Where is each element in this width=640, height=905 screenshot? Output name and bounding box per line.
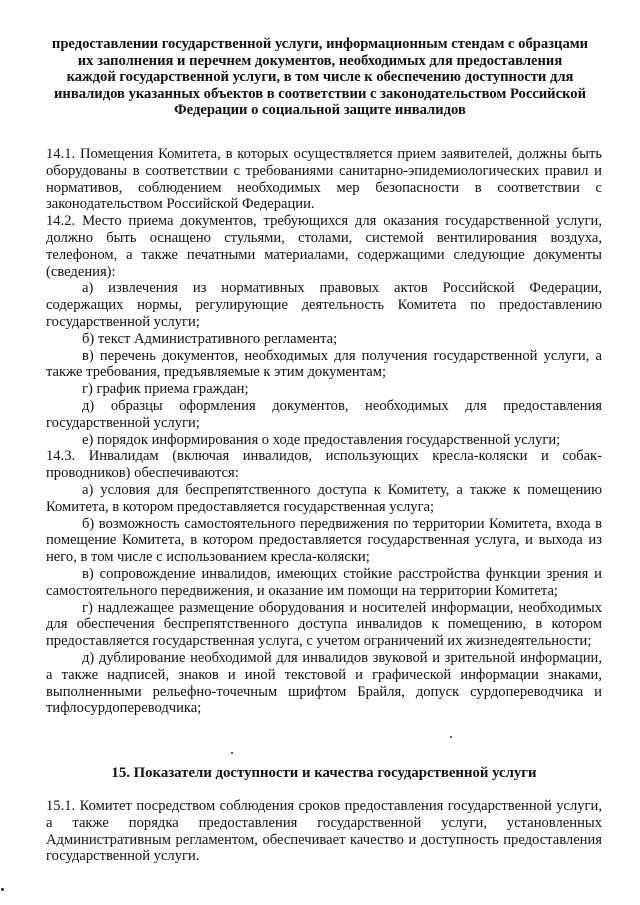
list-item-g: г) график приема граждан; [82, 381, 249, 398]
list-item-e: е) порядок информирования о ходе предоставления государственной услуги; [82, 431, 561, 448]
list-item-a: а) условия для беспрепятственного доступа к Комитету, а также к помещению Комитета, в котором предоставляется государственная услуга; [46, 481, 602, 515]
paragraph-14-3: 14.3. Инвалидам (включая инвалидов, использующих кресла-коляски и собак-проводников) обеспечиваются: [46, 448, 602, 482]
section-14-body [46, 146, 602, 717]
heading-line: Федерации о социальной защите инвалидов [174, 102, 466, 119]
section-heading [30, 36, 610, 119]
heading-line: инвалидов указанных объектов в соответствии с законодательством Российской [54, 85, 586, 102]
heading-line: их заполнения и перечнем документов, необходимых для предоставления [77, 52, 563, 69]
scan-speck [231, 752, 233, 754]
paragraph-14-1: 14.1. Помещения Комитета, в которых осуществляется прием заявителей, должны быть оборудованы в соответствии с требованиями санитарно-эпидемиологических правил и нормативов, соблюдением необходимых мер безопасности в соответствии с законодательством Российской Федерации. [46, 146, 602, 213]
section-15-body [46, 798, 602, 865]
list-item-b: б) возможность самостоятельного передвижения по территории Комитета, входа в помещение Комитета, в котором предоставляется государственная услуга, и выхода из него, в том числе с использованием кресла-коляски; [46, 515, 602, 566]
list-item-d: д) образцы оформления документов, необходимых для предоставления государственной услуги; [46, 397, 602, 431]
heading-line: предоставлении государственной услуги, информационным стендам с образцами [51, 36, 589, 52]
list-item-v: в) сопровождение инвалидов, имеющих стойкие расстройства функции зрения и самостоятельного передвижения, и оказание им помощи на территории Комитета; [46, 565, 602, 599]
paragraph-14-2: 14.2. Место приема документов, требующихся для оказания государственной услуги, должно быть оснащено стульями, столами, системой вентилирования воздуха, телефоном, а также печатными материалами, содержащими следующие документы (сведения): [46, 213, 602, 280]
list-item-g: г) надлежащее размещение оборудования и носителей информации, необходимых для обеспечения беспрепятственного доступа инвалидов к помещению, в котором предоставляется государственная услуга, с учетом ограничений их жизнедеятельности; [46, 599, 602, 650]
list-item-a: а) извлечения из нормативных правовых актов Российской Федерации, содержащих нормы, регулирующие деятельность Комитета по предоставлению государственной услуги; [46, 280, 602, 330]
paragraph-15-1: 15.1. Комитет посредством соблюдения сроков предоставления государственной услуги, а также порядка предоставления государственной услуги, установленных Административным регламентом, обеспечивает качество и доступность предоставления государственной услуги. [46, 798, 602, 865]
list-item-b: б) текст Административного регламента; [82, 330, 338, 347]
scan-speck [450, 736, 452, 738]
heading-line: каждой государственной услуги, в том числе к обеспечению доступности для [66, 69, 574, 86]
list-item-v: в) перечень документов, необходимых для получения государственной услуги, а также требования, предъявляемые к этим документам; [46, 347, 602, 381]
section-15-title: 15. Показатели доступности и качества государственной услуги [111, 765, 537, 781]
list-item-d: д) дублирование необходимой для инвалидов звуковой и зрительной информации, а также надписей, знаков и иной текстовой и графической информации знаками, выполненными рельефно-точечным шрифтом Брайля, допуск сурдопереводчика и тифлосурдопереводчика; [46, 649, 602, 717]
scan-speck [1, 888, 4, 891]
